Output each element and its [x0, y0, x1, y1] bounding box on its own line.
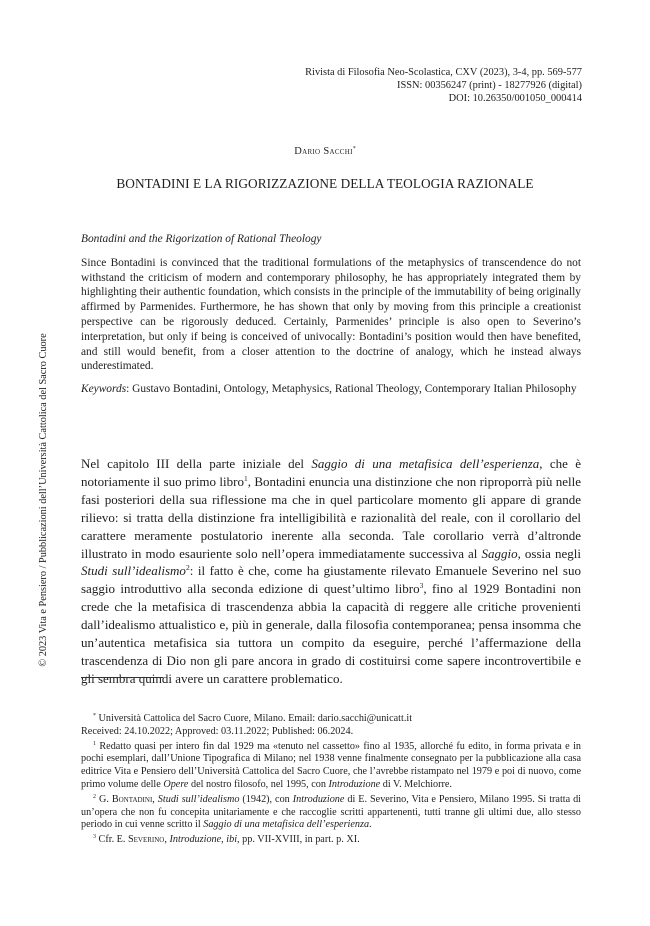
italic-title: ibi	[226, 834, 238, 846]
text-span: , Bontadini enuncia una distinzione che non riproporrà più nelle fasi posteriori della sua riflessione ma che in quel particolare momento gli appare di grande rilievo: si tratta della distinzione fra intelligibilità e razionalità del reale, con il corollario del carattere meramente postulatorio inerente alla seconda. Tale corollario verrà d’altronde illustrato in modo esauriente solo nell’opera immediatamente successiva al	[81, 473, 581, 561]
keywords-label: Keywords	[81, 383, 127, 396]
small-caps-name: Severino	[127, 834, 165, 846]
author-line	[0, 146, 650, 157]
footnotes	[81, 713, 581, 849]
journal-citation: Rivista di Filosofia Neo-Scolastica, CXV (2023), 3-4, pp. 569-577	[305, 67, 582, 78]
footnote-1	[81, 741, 581, 792]
text-span: Nel capitolo III della parte iniziale del	[81, 456, 312, 471]
footnote-mark: 3	[93, 834, 96, 841]
italic-title: Saggio	[481, 545, 518, 561]
abstract-title: Bontadini and the Rigorization of Rational Theology	[81, 233, 322, 245]
footnote-mark: 1	[93, 740, 96, 747]
italic-title: Introduzione	[169, 834, 222, 846]
italic-title: Studi sull’idealismo	[81, 563, 186, 579]
italic-title: Introduzione	[292, 793, 345, 805]
main-text	[81, 455, 581, 688]
author-affiliation-note	[81, 713, 581, 739]
affiliation-text: Università Cattolica del Sacro Cuore, Milano. Email: dario.sacchi@unicatt.it	[96, 713, 413, 724]
keywords-list: : Gustavo Bontadini, Ontology, Metaphysics, Rational Theology, Contemporary Italian Philosophy	[126, 383, 577, 396]
text-span: di E. Severino, Vita e Pensiero, Milano 1995. Si tratta di un’opera che non fu concepita unitariamente e che raccoglie scritti appartenenti, tutti tranne gli ultimi due, allo stesso periodo in cui venne scritto il	[81, 793, 582, 831]
small-caps-name: Bontadini	[111, 793, 153, 805]
text-span: Redatto quasi per intero fin dal 1929 ma «tenuto nel cassetto» fino al 1935, allorché fu edito, in forma privata e in pochi esemplari, dall’Unione Tipografica di Milano; nel 1938 venne finalmente consegnato per la pubblicazione alla casa editrice Vita e Pensiero dell’Università Cattolica del Sacro Cuore, che l’avrebbe ristampato nel 1979 e poi di nuovo, come primo volume delle	[81, 740, 581, 790]
italic-title: Introduzione	[328, 778, 381, 790]
text-span: , che è notoriamente il suo primo libro	[81, 456, 581, 489]
footnote-3	[81, 834, 581, 847]
italic-title: Saggio di una metafisica dell’esperienza	[311, 456, 540, 471]
italic-title: Saggio di una metafisica dell’esperienza	[203, 819, 370, 831]
abstract	[81, 232, 581, 397]
footnote-2	[81, 794, 581, 832]
text-span: di V. Melchiorre.	[380, 778, 452, 790]
text-span: ,	[221, 834, 227, 846]
copyright-side-note: © 2023 Vita e Pensiero / Pubblicazioni dell’Università Cattolica del Sacro Cuore	[38, 333, 49, 667]
footnote-mark: 2	[93, 793, 96, 800]
footnote-mark: *	[93, 713, 96, 719]
keywords	[81, 382, 581, 397]
footnote-ref-1[interactable]: 1	[243, 473, 248, 483]
text-span: ,	[164, 834, 170, 846]
footnote-ref-2[interactable]: 2	[185, 563, 190, 573]
text-span: (1942), con	[239, 793, 293, 805]
footnote-ref-3[interactable]: 3	[419, 581, 424, 591]
text-span: ,	[152, 793, 158, 805]
text-span: del nostro filosofo, nel 1995, con	[188, 778, 329, 790]
article-title: BONTADINI E LA RIGORIZZAZIONE DELLA TEOLOGIA RAZIONALE	[116, 176, 534, 191]
journal-doi: DOI: 10.26350/001050_000414	[448, 93, 582, 104]
abstract-text: Since Bontadini is convinced that the traditional formulations of the metaphysics of transcendence do not withstand the criticism of modern and contemporary philosophy, he has appropriately integrated them by highlighting their authentic foundation, which consists in the principle of the immutability of being originally affirmed by Parmenides. Furthermore, he has shown that only by moving from this principle a creationist perspective can be rigorously deduced. Certainly, Parmenides’ principle is also open to Severino’s interpretation, but only if being is conceived of univocally: Bontadini’s position would then have benefited, and still would benefit, from a closer attention to the doctrine of analogy, which he instead always underestimated.	[81, 256, 581, 373]
journal-header	[305, 66, 582, 105]
italic-title: Opere	[163, 778, 189, 790]
text-span: , fino al 1929 Bontadini non crede che la metafisica di trascendenza abbia la capacità di reggere alle critiche provenienti dall’idealismo attualistico e, più in generale, dalla filosofia contemporanea; pensa insomma che un’autentica metafisica sia tuttora un compito da eseguire, perché l’affermazione della trascendenza di Dio non gli pare ancora in grado di costituirsi come sapere incontrovertibile e gli sembra quindi avere un carattere problematico.	[81, 581, 581, 686]
text-span: .	[369, 819, 372, 831]
journal-issn: ISSN: 00356247 (print) - 18277926 (digital)	[397, 80, 582, 91]
author-footnote-mark: *	[352, 146, 356, 152]
text-span: Cfr. E.	[96, 834, 128, 846]
text-span: , ossia negli	[517, 545, 581, 561]
body-paragraph	[81, 455, 581, 688]
footnote-separator	[81, 677, 163, 678]
text-span: , pp. VII-XVIII, in part. p. XI.	[237, 834, 360, 846]
text-span: : il fatto è che, come ha giustamente rilevato Emanuele Severino nel suo saggio introduttivo alla seconda edizione di quest’ultimo libro	[81, 563, 581, 597]
dates-text: Received: 24.10.2022; Approved: 03.11.2022; Published: 06.2024.	[81, 725, 354, 737]
text-span: G.	[96, 793, 112, 805]
italic-title: Studi sull’idealismo	[157, 793, 240, 805]
author-name: Dario Sacchi	[294, 146, 353, 157]
